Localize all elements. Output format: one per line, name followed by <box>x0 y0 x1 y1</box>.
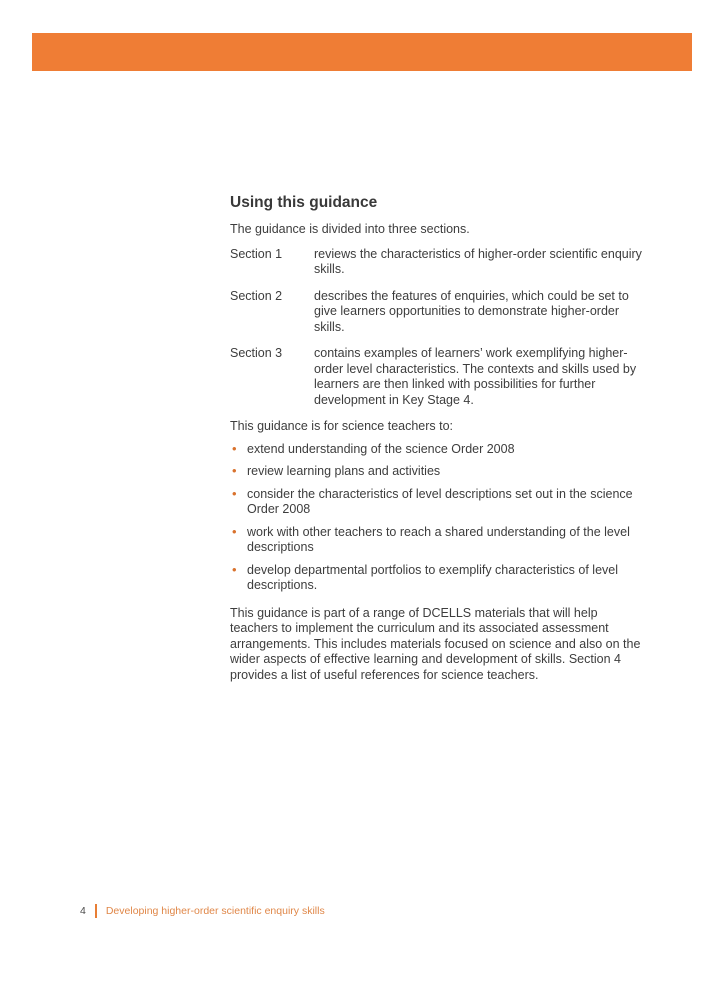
list-item <box>230 464 644 480</box>
list-item <box>230 487 644 518</box>
page-footer <box>80 904 325 918</box>
list-item <box>230 563 644 594</box>
bullet-list-intro: This guidance is for science teachers to: <box>230 419 454 433</box>
list-item <box>230 442 644 458</box>
section-label: Section 3 <box>230 346 283 360</box>
running-title: Developing higher-order scientific enquiry skills <box>105 905 325 917</box>
list-item-text: consider the characteristics of level descriptions set out in the science Order 2008 <box>247 486 633 516</box>
list-item <box>230 525 644 556</box>
section-label: Section 1 <box>230 246 283 261</box>
section-row <box>230 247 644 278</box>
intro-paragraph: The guidance is divided into three sections. <box>230 222 470 236</box>
bullet-icon: • <box>232 523 237 539</box>
list-item-text: extend understanding of the science Order 2008 <box>247 441 515 456</box>
list-item-text: develop departmental portfolios to exemplify characteristics of level descriptions. <box>247 562 619 592</box>
bullet-icon: • <box>232 485 237 501</box>
section-description: contains examples of learners’ work exemplifying higher-order level characteristics. The contexts and skills used by learners are then linked with possibilities for further development in Key Stage 4. <box>314 346 637 407</box>
closing-paragraph: This guidance is part of a range of DCELLS materials that will help teachers to implement the curriculum and its associated assessment arrangements. This includes materials focused on science and also on the wider aspects of effective learning and development of skills. Section 4 provides a list of useful references for science teachers. <box>230 605 641 682</box>
section-label: Section 2 <box>230 288 283 303</box>
section-row <box>230 346 644 408</box>
footer-divider <box>95 904 97 918</box>
bullet-icon: • <box>232 463 237 478</box>
bullet-icon: • <box>232 561 237 577</box>
list-item-text: review learning plans and activities <box>247 464 441 478</box>
page-number: 4 <box>80 905 86 917</box>
main-content <box>230 193 644 683</box>
bullet-icon: • <box>232 440 237 456</box>
section-description: describes the features of enquiries, which could be set to give learners opportunities to demonstrate higher-order skills. <box>314 288 629 334</box>
list-item-text: work with other teachers to reach a shared understanding of the level descriptions <box>247 524 630 554</box>
section-description: reviews the characteristics of higher-order scientific enquiry skills. <box>314 246 642 276</box>
bullet-list <box>230 442 644 594</box>
section-row <box>230 289 644 336</box>
page-title: Using this guidance <box>230 194 378 211</box>
header-accent-bar <box>32 33 692 71</box>
